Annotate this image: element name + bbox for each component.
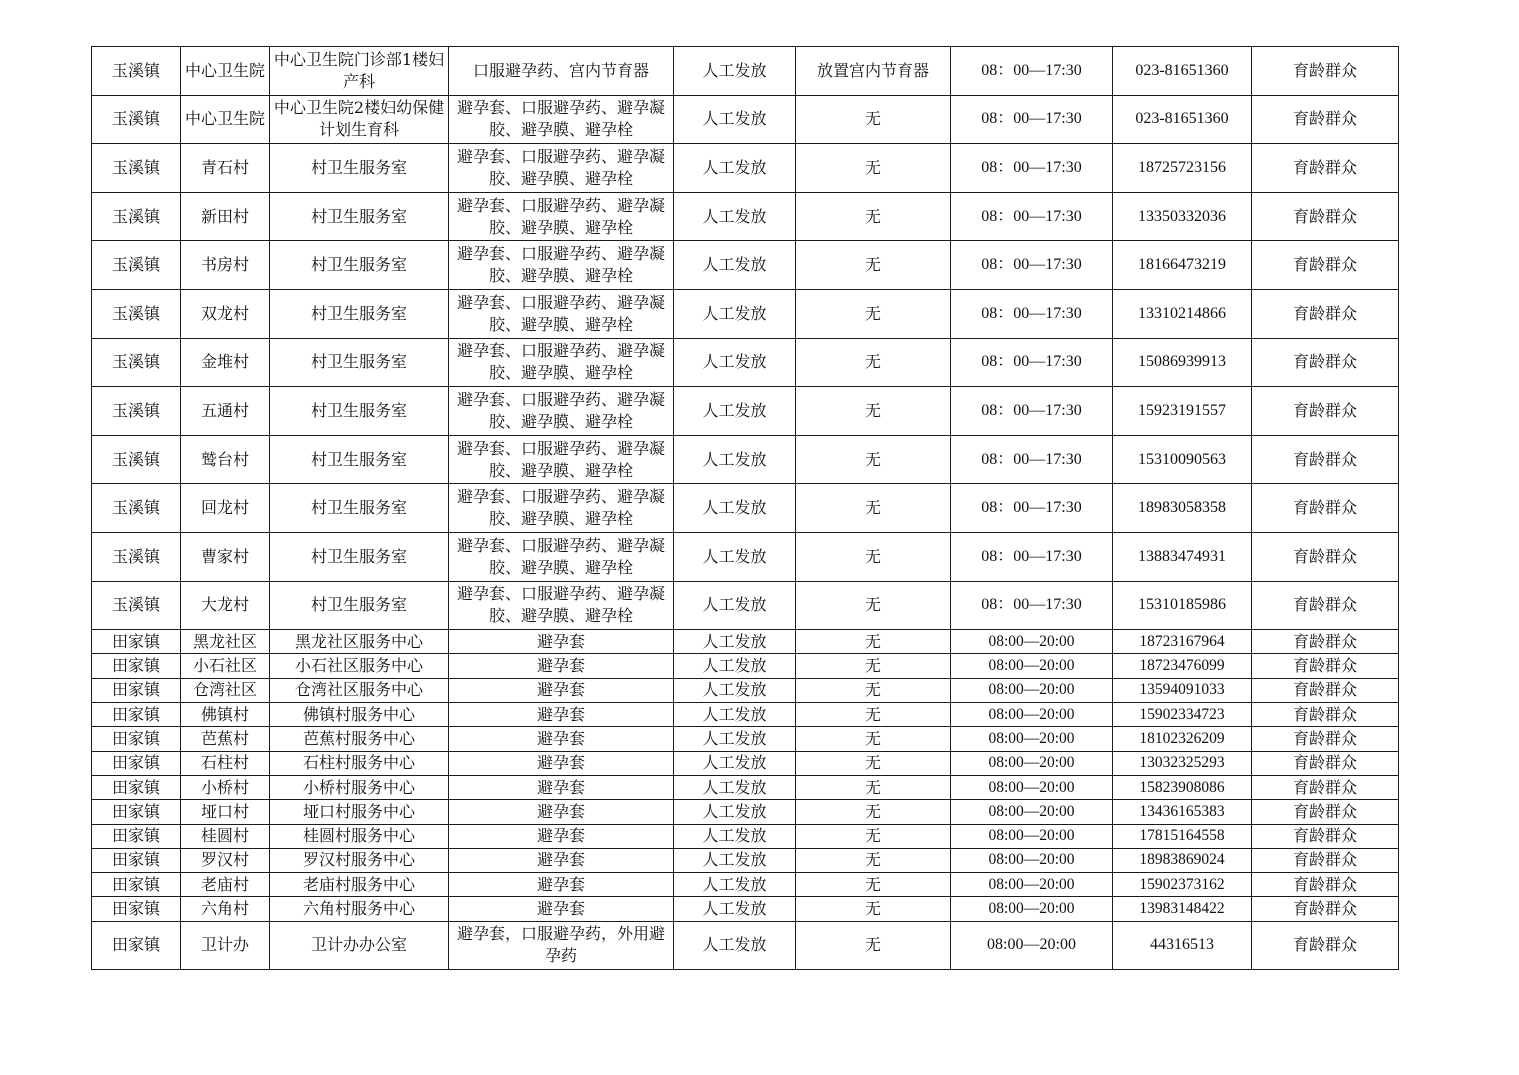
contraceptive-types-cell: 避孕套、口服避孕药、避孕凝胶、避孕膜、避孕栓 [449, 95, 674, 144]
table-row [92, 289, 1399, 338]
town-cell: 田家镇 [92, 654, 181, 678]
method-cell: 人工发放 [674, 824, 796, 848]
service-cell: 无 [796, 751, 951, 775]
site-cell: 石柱村服务中心 [270, 751, 449, 775]
target-group-cell: 育龄群众 [1252, 848, 1399, 872]
table-row [92, 387, 1399, 436]
table-row [92, 630, 1399, 654]
table-row [92, 532, 1399, 581]
town-cell: 田家镇 [92, 678, 181, 702]
town-cell: 田家镇 [92, 824, 181, 848]
village-cell: 黑龙社区 [181, 630, 270, 654]
village-cell: 佛镇村 [181, 703, 270, 727]
target-group-cell: 育龄群众 [1252, 192, 1399, 241]
service-cell: 无 [796, 824, 951, 848]
village-cell: 芭蕉村 [181, 727, 270, 751]
hours-cell: 08：00—17:30 [951, 338, 1113, 387]
site-cell: 桂圆村服务中心 [270, 824, 449, 848]
town-cell: 玉溪镇 [92, 484, 181, 533]
table-row [92, 484, 1399, 533]
site-cell: 村卫生服务室 [270, 484, 449, 533]
table-row [92, 751, 1399, 775]
village-cell: 桂圆村 [181, 824, 270, 848]
method-cell: 人工发放 [674, 144, 796, 193]
hours-cell: 08:00—20:00 [951, 800, 1113, 824]
hours-cell: 08:00—20:00 [951, 630, 1113, 654]
site-cell: 村卫生服务室 [270, 144, 449, 193]
phone-cell: 15923191557 [1113, 387, 1252, 436]
site-cell: 罗汉村服务中心 [270, 848, 449, 872]
phone-cell: 13594091033 [1113, 678, 1252, 702]
table-row [92, 581, 1399, 630]
phone-cell: 15310090563 [1113, 435, 1252, 484]
table-row [92, 654, 1399, 678]
target-group-cell: 育龄群众 [1252, 800, 1399, 824]
contraceptive-types-cell: 避孕套、口服避孕药、避孕凝胶、避孕膜、避孕栓 [449, 484, 674, 533]
table-row [92, 703, 1399, 727]
target-group-cell: 育龄群众 [1252, 921, 1399, 970]
hours-cell: 08：00—17:30 [951, 289, 1113, 338]
phone-cell: 18983869024 [1113, 848, 1252, 872]
service-cell: 无 [796, 192, 951, 241]
phone-cell: 15823908086 [1113, 775, 1252, 799]
site-cell: 村卫生服务室 [270, 435, 449, 484]
table-row [92, 775, 1399, 799]
village-cell: 金堆村 [181, 338, 270, 387]
distribution-table [91, 46, 1399, 970]
hours-cell: 08:00—20:00 [951, 703, 1113, 727]
service-cell: 无 [796, 921, 951, 970]
method-cell: 人工发放 [674, 897, 796, 921]
town-cell: 田家镇 [92, 727, 181, 751]
method-cell: 人工发放 [674, 532, 796, 581]
phone-cell: 023-81651360 [1113, 95, 1252, 144]
site-cell: 村卫生服务室 [270, 241, 449, 290]
site-cell: 卫计办办公室 [270, 921, 449, 970]
town-cell: 田家镇 [92, 921, 181, 970]
town-cell: 玉溪镇 [92, 47, 181, 96]
target-group-cell: 育龄群众 [1252, 678, 1399, 702]
contraceptive-types-cell: 避孕套 [449, 775, 674, 799]
service-cell: 无 [796, 654, 951, 678]
method-cell: 人工发放 [674, 630, 796, 654]
contraceptive-types-cell: 避孕套、口服避孕药、避孕凝胶、避孕膜、避孕栓 [449, 241, 674, 290]
hours-cell: 08：00—17:30 [951, 435, 1113, 484]
table-row [92, 800, 1399, 824]
town-cell: 玉溪镇 [92, 387, 181, 436]
phone-cell: 15902334723 [1113, 703, 1252, 727]
contraceptive-types-cell: 避孕套 [449, 727, 674, 751]
service-cell: 无 [796, 703, 951, 727]
contraceptive-types-cell: 避孕套 [449, 678, 674, 702]
service-cell: 无 [796, 95, 951, 144]
village-cell: 双龙村 [181, 289, 270, 338]
service-cell: 无 [796, 873, 951, 897]
table-row [92, 873, 1399, 897]
village-cell: 仓湾社区 [181, 678, 270, 702]
method-cell: 人工发放 [674, 703, 796, 727]
phone-cell: 18983058358 [1113, 484, 1252, 533]
service-cell: 无 [796, 775, 951, 799]
table-row [92, 824, 1399, 848]
town-cell: 田家镇 [92, 630, 181, 654]
service-cell: 无 [796, 484, 951, 533]
village-cell: 老庙村 [181, 873, 270, 897]
service-cell: 无 [796, 144, 951, 193]
site-cell: 村卫生服务室 [270, 289, 449, 338]
hours-cell: 08:00—20:00 [951, 848, 1113, 872]
table-row [92, 897, 1399, 921]
hours-cell: 08：00—17:30 [951, 95, 1113, 144]
table-row [92, 848, 1399, 872]
site-cell: 村卫生服务室 [270, 581, 449, 630]
target-group-cell: 育龄群众 [1252, 824, 1399, 848]
hours-cell: 08:00—20:00 [951, 824, 1113, 848]
village-cell: 回龙村 [181, 484, 270, 533]
town-cell: 玉溪镇 [92, 338, 181, 387]
contraceptive-types-cell: 避孕套、口服避孕药、避孕凝胶、避孕膜、避孕栓 [449, 387, 674, 436]
site-cell: 村卫生服务室 [270, 532, 449, 581]
site-cell: 老庙村服务中心 [270, 873, 449, 897]
table-row [92, 144, 1399, 193]
table-row [92, 678, 1399, 702]
method-cell: 人工发放 [674, 387, 796, 436]
method-cell: 人工发放 [674, 192, 796, 241]
village-cell: 中心卫生院 [181, 47, 270, 96]
hours-cell: 08：00—17:30 [951, 387, 1113, 436]
method-cell: 人工发放 [674, 581, 796, 630]
hours-cell: 08：00—17:30 [951, 144, 1113, 193]
town-cell: 田家镇 [92, 775, 181, 799]
village-cell: 新田村 [181, 192, 270, 241]
phone-cell: 15902373162 [1113, 873, 1252, 897]
method-cell: 人工发放 [674, 241, 796, 290]
site-cell: 仓湾社区服务中心 [270, 678, 449, 702]
contraceptive-types-cell: 避孕套、口服避孕药、避孕凝胶、避孕膜、避孕栓 [449, 338, 674, 387]
village-cell: 罗汉村 [181, 848, 270, 872]
site-cell: 佛镇村服务中心 [270, 703, 449, 727]
table-row [92, 727, 1399, 751]
town-cell: 田家镇 [92, 897, 181, 921]
table-row [92, 338, 1399, 387]
hours-cell: 08:00—20:00 [951, 921, 1113, 970]
hours-cell: 08：00—17:30 [951, 581, 1113, 630]
village-cell: 小石社区 [181, 654, 270, 678]
contraceptive-types-cell: 避孕套 [449, 873, 674, 897]
service-cell: 无 [796, 678, 951, 702]
hours-cell: 08:00—20:00 [951, 775, 1113, 799]
phone-cell: 13032325293 [1113, 751, 1252, 775]
hours-cell: 08：00—17:30 [951, 241, 1113, 290]
method-cell: 人工发放 [674, 484, 796, 533]
village-cell: 垭口村 [181, 800, 270, 824]
table-row [92, 435, 1399, 484]
target-group-cell: 育龄群众 [1252, 751, 1399, 775]
hours-cell: 08:00—20:00 [951, 873, 1113, 897]
target-group-cell: 育龄群众 [1252, 289, 1399, 338]
town-cell: 田家镇 [92, 848, 181, 872]
hours-cell: 08:00—20:00 [951, 654, 1113, 678]
method-cell: 人工发放 [674, 848, 796, 872]
table-row [92, 95, 1399, 144]
contraceptive-types-cell: 避孕套 [449, 824, 674, 848]
phone-cell: 18723167964 [1113, 630, 1252, 654]
site-cell: 小桥村服务中心 [270, 775, 449, 799]
village-cell: 小桥村 [181, 775, 270, 799]
site-cell: 黑龙社区服务中心 [270, 630, 449, 654]
hours-cell: 08：00—17:30 [951, 192, 1113, 241]
method-cell: 人工发放 [674, 921, 796, 970]
village-cell: 鹫台村 [181, 435, 270, 484]
target-group-cell: 育龄群众 [1252, 581, 1399, 630]
service-cell: 放置宫内节育器 [796, 47, 951, 96]
contraceptive-types-cell: 避孕套 [449, 654, 674, 678]
method-cell: 人工发放 [674, 727, 796, 751]
method-cell: 人工发放 [674, 95, 796, 144]
village-cell: 五通村 [181, 387, 270, 436]
contraceptive-types-cell: 避孕套 [449, 897, 674, 921]
village-cell: 曹家村 [181, 532, 270, 581]
service-cell: 无 [796, 387, 951, 436]
service-cell: 无 [796, 241, 951, 290]
village-cell: 卫计办 [181, 921, 270, 970]
hours-cell: 08:00—20:00 [951, 678, 1113, 702]
target-group-cell: 育龄群众 [1252, 654, 1399, 678]
site-cell: 中心卫生院2楼妇幼保健计划生育科 [270, 95, 449, 144]
target-group-cell: 育龄群众 [1252, 775, 1399, 799]
town-cell: 田家镇 [92, 800, 181, 824]
village-cell: 大龙村 [181, 581, 270, 630]
service-cell: 无 [796, 848, 951, 872]
target-group-cell: 育龄群众 [1252, 532, 1399, 581]
hours-cell: 08:00—20:00 [951, 751, 1113, 775]
phone-cell: 17815164558 [1113, 824, 1252, 848]
phone-cell: 18725723156 [1113, 144, 1252, 193]
target-group-cell: 育龄群众 [1252, 338, 1399, 387]
target-group-cell: 育龄群众 [1252, 435, 1399, 484]
service-cell: 无 [796, 289, 951, 338]
hours-cell: 08：00—17:30 [951, 532, 1113, 581]
table-row [92, 192, 1399, 241]
village-cell: 书房村 [181, 241, 270, 290]
contraceptive-types-cell: 避孕套、口服避孕药、避孕凝胶、避孕膜、避孕栓 [449, 581, 674, 630]
town-cell: 田家镇 [92, 703, 181, 727]
service-cell: 无 [796, 435, 951, 484]
hours-cell: 08：00—17:30 [951, 47, 1113, 96]
site-cell: 六角村服务中心 [270, 897, 449, 921]
method-cell: 人工发放 [674, 654, 796, 678]
phone-cell: 44316513 [1113, 921, 1252, 970]
site-cell: 村卫生服务室 [270, 338, 449, 387]
table-row [92, 921, 1399, 970]
contraceptive-types-cell: 避孕套 [449, 848, 674, 872]
target-group-cell: 育龄群众 [1252, 897, 1399, 921]
contraceptive-types-cell: 避孕套 [449, 703, 674, 727]
phone-cell: 13350332036 [1113, 192, 1252, 241]
town-cell: 玉溪镇 [92, 581, 181, 630]
target-group-cell: 育龄群众 [1252, 630, 1399, 654]
hours-cell: 08:00—20:00 [951, 727, 1113, 751]
phone-cell: 13983148422 [1113, 897, 1252, 921]
service-cell: 无 [796, 897, 951, 921]
contraceptive-types-cell: 避孕套 [449, 800, 674, 824]
target-group-cell: 育龄群众 [1252, 47, 1399, 96]
site-cell: 小石社区服务中心 [270, 654, 449, 678]
town-cell: 玉溪镇 [92, 435, 181, 484]
site-cell: 村卫生服务室 [270, 192, 449, 241]
service-cell: 无 [796, 338, 951, 387]
village-cell: 青石村 [181, 144, 270, 193]
phone-cell: 15086939913 [1113, 338, 1252, 387]
method-cell: 人工发放 [674, 678, 796, 702]
service-cell: 无 [796, 727, 951, 751]
phone-cell: 13436165383 [1113, 800, 1252, 824]
site-cell: 芭蕉村服务中心 [270, 727, 449, 751]
service-cell: 无 [796, 800, 951, 824]
village-cell: 六角村 [181, 897, 270, 921]
contraceptive-types-cell: 避孕套，口服避孕药，外用避孕药 [449, 921, 674, 970]
method-cell: 人工发放 [674, 47, 796, 96]
method-cell: 人工发放 [674, 775, 796, 799]
phone-cell: 023-81651360 [1113, 47, 1252, 96]
contraceptive-types-cell: 避孕套、口服避孕药、避孕凝胶、避孕膜、避孕栓 [449, 532, 674, 581]
table-row [92, 47, 1399, 96]
phone-cell: 18102326209 [1113, 727, 1252, 751]
phone-cell: 18166473219 [1113, 241, 1252, 290]
contraceptive-types-cell: 避孕套、口服避孕药、避孕凝胶、避孕膜、避孕栓 [449, 192, 674, 241]
town-cell: 玉溪镇 [92, 144, 181, 193]
contraceptive-types-cell: 避孕套、口服避孕药、避孕凝胶、避孕膜、避孕栓 [449, 435, 674, 484]
site-cell: 垭口村服务中心 [270, 800, 449, 824]
target-group-cell: 育龄群众 [1252, 703, 1399, 727]
village-cell: 石柱村 [181, 751, 270, 775]
village-cell: 中心卫生院 [181, 95, 270, 144]
site-cell: 中心卫生院门诊部1楼妇产科 [270, 47, 449, 96]
town-cell: 田家镇 [92, 873, 181, 897]
town-cell: 玉溪镇 [92, 532, 181, 581]
contraceptive-types-cell: 避孕套 [449, 751, 674, 775]
target-group-cell: 育龄群众 [1252, 95, 1399, 144]
contraceptive-types-cell: 避孕套、口服避孕药、避孕凝胶、避孕膜、避孕栓 [449, 144, 674, 193]
method-cell: 人工发放 [674, 800, 796, 824]
target-group-cell: 育龄群众 [1252, 484, 1399, 533]
target-group-cell: 育龄群众 [1252, 144, 1399, 193]
service-cell: 无 [796, 532, 951, 581]
town-cell: 田家镇 [92, 751, 181, 775]
method-cell: 人工发放 [674, 338, 796, 387]
target-group-cell: 育龄群众 [1252, 241, 1399, 290]
method-cell: 人工发放 [674, 435, 796, 484]
site-cell: 村卫生服务室 [270, 387, 449, 436]
town-cell: 玉溪镇 [92, 241, 181, 290]
target-group-cell: 育龄群众 [1252, 873, 1399, 897]
method-cell: 人工发放 [674, 289, 796, 338]
phone-cell: 18723476099 [1113, 654, 1252, 678]
phone-cell: 13883474931 [1113, 532, 1252, 581]
table-body [92, 47, 1399, 970]
target-group-cell: 育龄群众 [1252, 727, 1399, 751]
hours-cell: 08：00—17:30 [951, 484, 1113, 533]
service-cell: 无 [796, 581, 951, 630]
town-cell: 玉溪镇 [92, 289, 181, 338]
target-group-cell: 育龄群众 [1252, 387, 1399, 436]
method-cell: 人工发放 [674, 873, 796, 897]
table-row [92, 241, 1399, 290]
phone-cell: 13310214866 [1113, 289, 1252, 338]
town-cell: 玉溪镇 [92, 192, 181, 241]
method-cell: 人工发放 [674, 751, 796, 775]
service-cell: 无 [796, 630, 951, 654]
contraceptive-types-cell: 避孕套、口服避孕药、避孕凝胶、避孕膜、避孕栓 [449, 289, 674, 338]
phone-cell: 15310185986 [1113, 581, 1252, 630]
contraceptive-types-cell: 避孕套 [449, 630, 674, 654]
hours-cell: 08:00—20:00 [951, 897, 1113, 921]
town-cell: 玉溪镇 [92, 95, 181, 144]
contraceptive-types-cell: 口服避孕药、宫内节育器 [449, 47, 674, 96]
